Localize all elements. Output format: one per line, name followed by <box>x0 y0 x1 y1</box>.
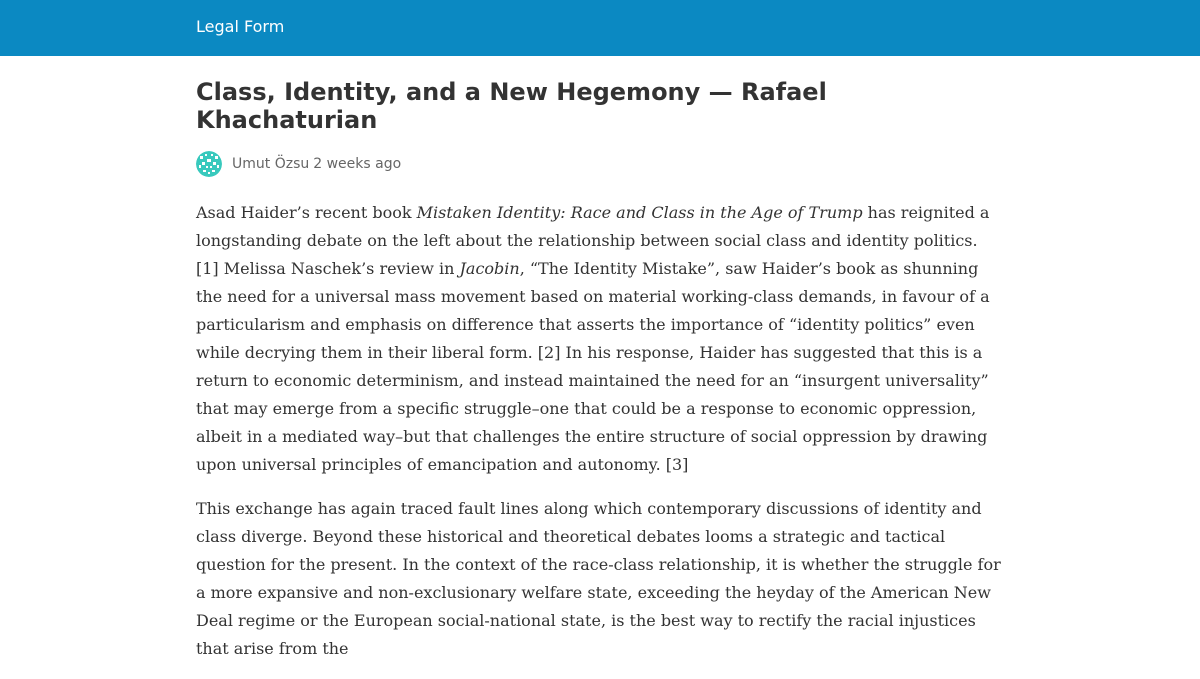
paragraph-2: This exchange has again traced fault lines along which contemporary discussions of identity and class diverge. Beyond these historical and theoretical debates looms a strategic and tactical question for the present. In the context of the race-class relationship, it is whether the struggle for a more expansive and non-exclusionary welfare state, exceeding the heyday of the American New Deal regime or the European social-national state, is the best way to rectify the racial injustices that arise from the <box>196 499 1001 658</box>
top-navbar <box>0 0 1200 56</box>
post-time: 2 weeks ago <box>313 156 402 172</box>
avatar-graphic <box>196 151 222 177</box>
post-title: Class, Identity, and a New Hegemony — Rafael Khachaturian <box>196 78 827 134</box>
post-meta <box>196 151 1004 177</box>
publication-name: Jacobin <box>459 259 520 278</box>
author-link[interactable]: Umut Özsu <box>232 156 310 172</box>
post-container <box>196 78 1004 679</box>
p1-text-e: , “The Identity Mistake”, saw Haider’s book as shunning the need for a universal mass movement based on material working-class demands, in favour of a particularism and emphasis on difference that asserts the importance of “identity politics” even while decrying them in their liberal form. [2] In his response, Haider has suggested that this is a return to economic determinism, and instead maintained the need for an “insurgent universality” that may emerge from a specific struggle–one that could be a response to economic oppression, albeit in a mediated way–but that challenges the entire structure of social oppression by drawing upon universal principles of emancipation and autonomy. [3] <box>196 259 990 474</box>
avatar-pattern-icon[interactable] <box>196 151 222 177</box>
p1-text-c: has reignited a longstanding debate on the left about the relationship between social class and identity politics. [1] Melissa Naschek’s review in <box>196 203 990 278</box>
book-title: Mistaken Identity: Race and Class in the Age of Trump <box>416 203 863 222</box>
paragraph-1 <box>196 199 1004 479</box>
p1-text-a: Asad Haider’s recent book <box>196 203 417 222</box>
post-body <box>196 199 1004 663</box>
site-brand-link[interactable]: Legal Form <box>196 17 285 36</box>
